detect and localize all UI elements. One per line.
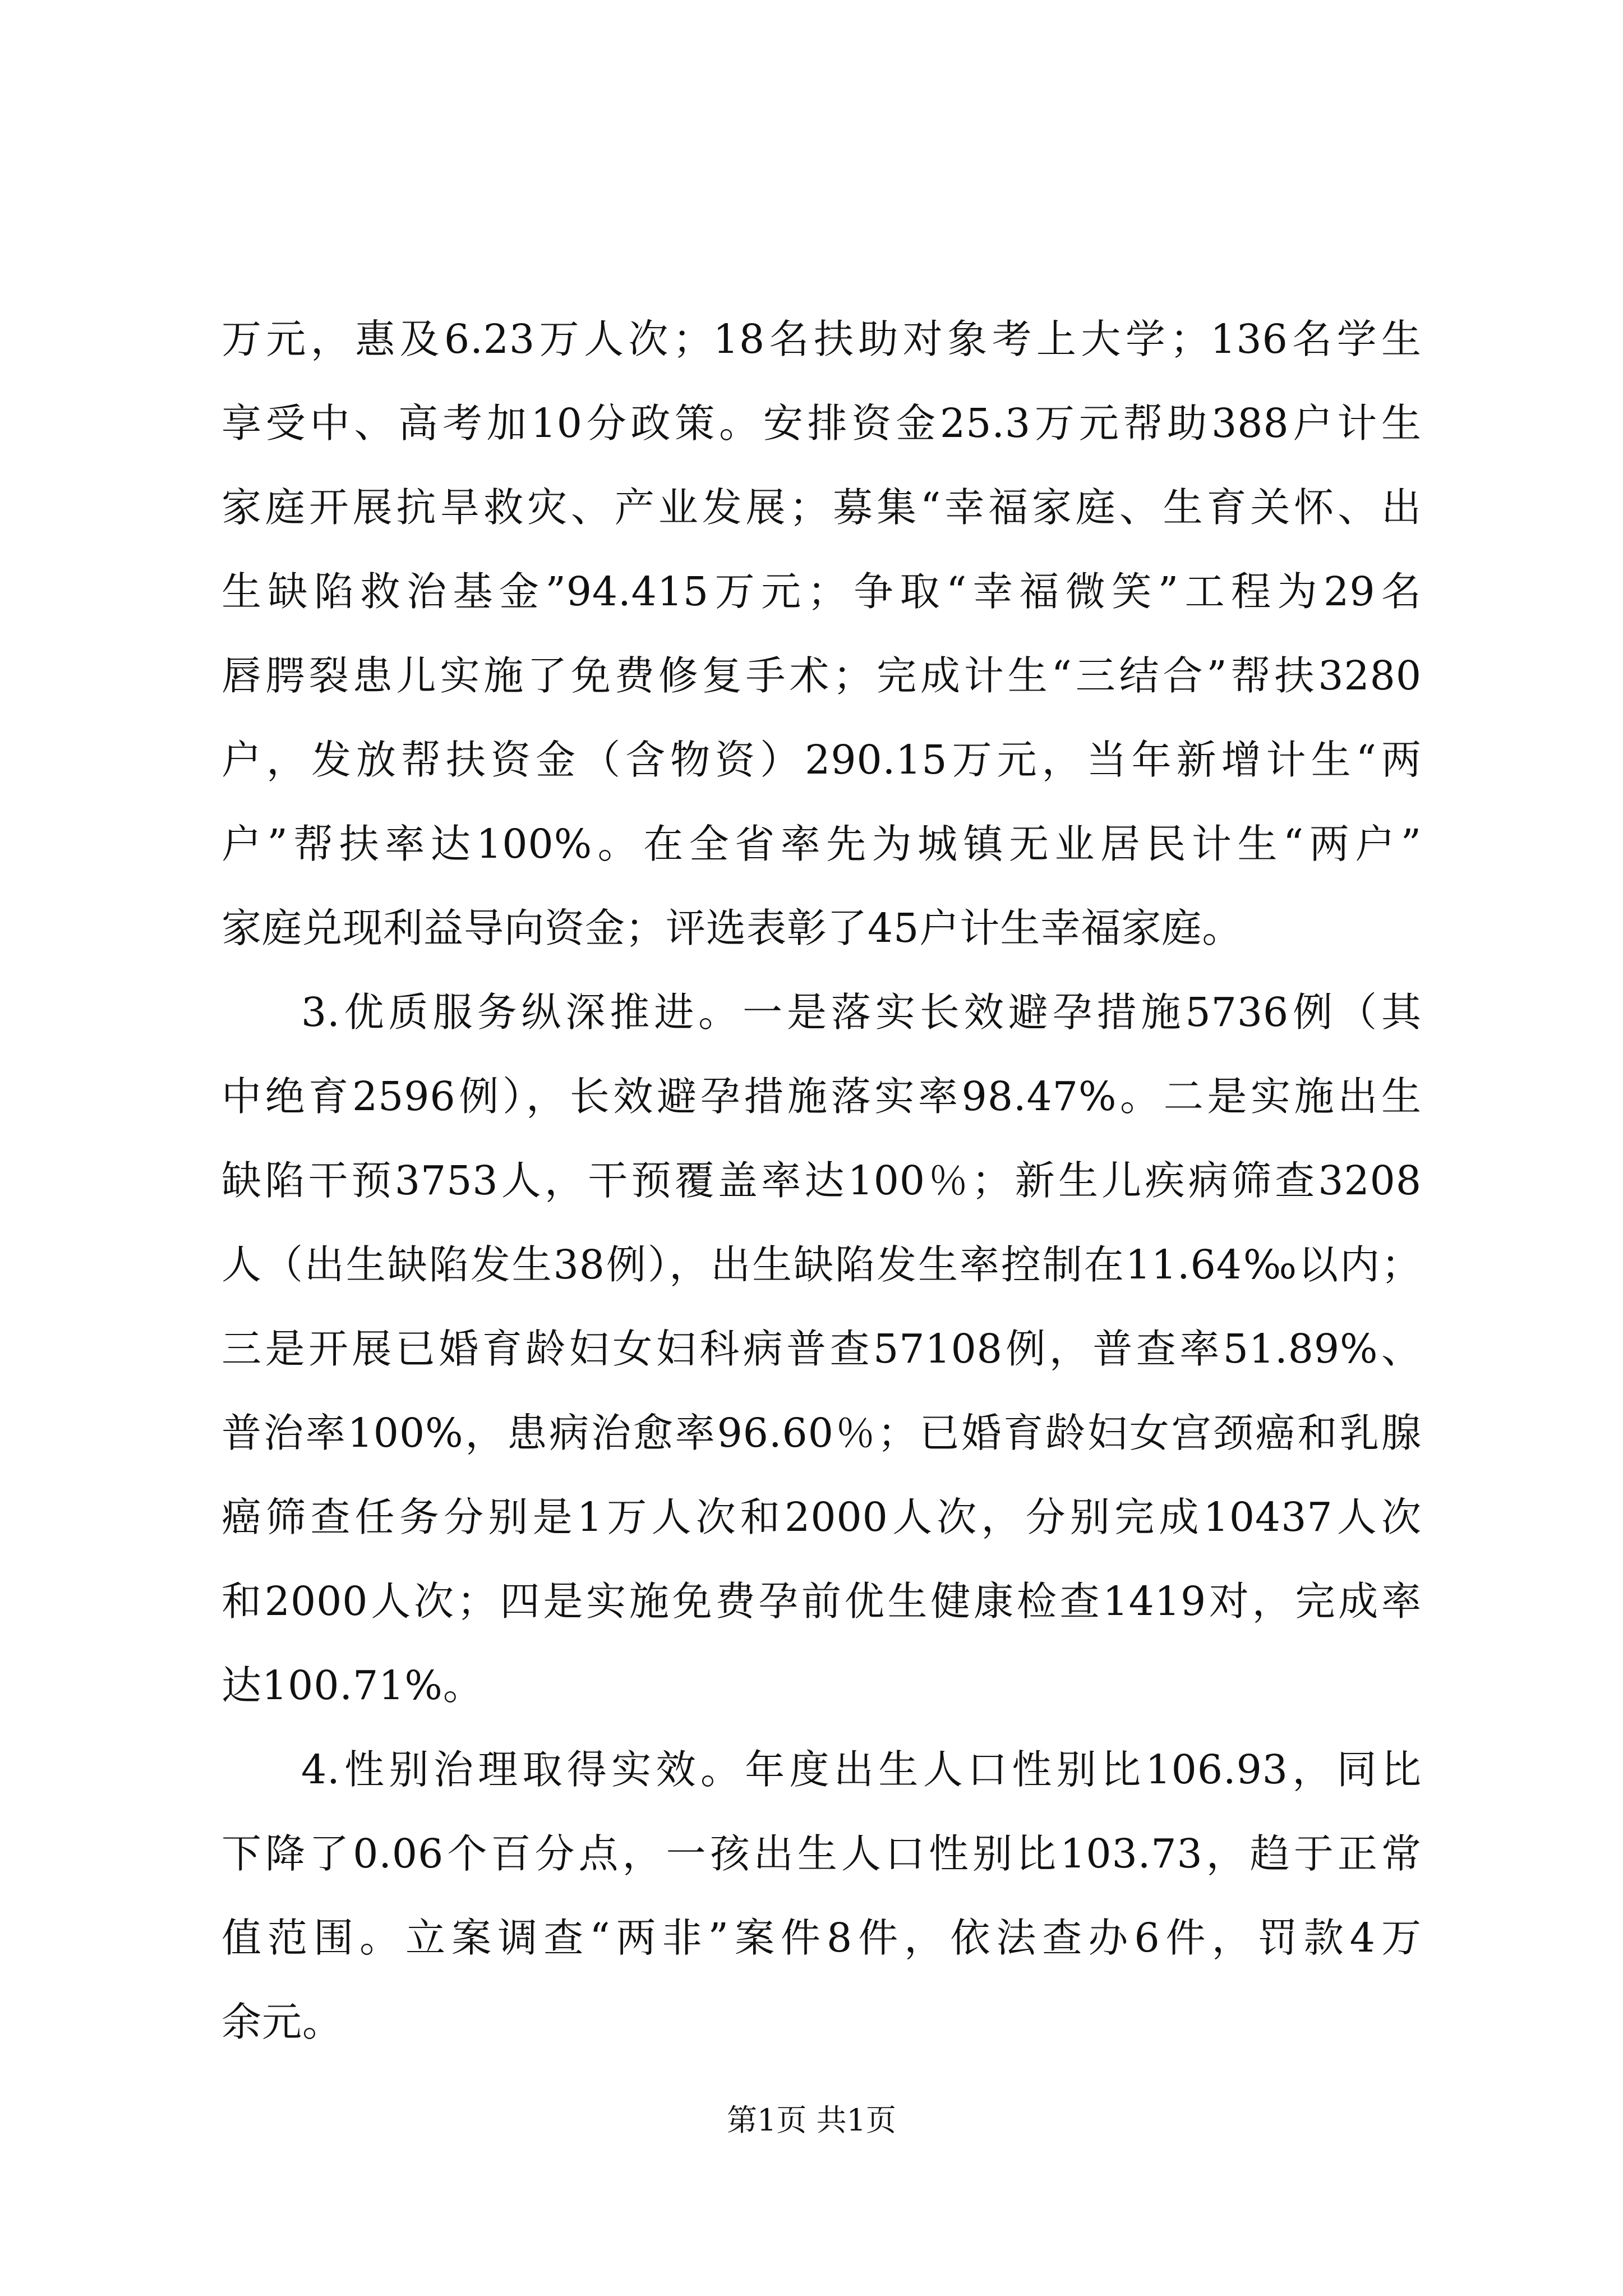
document-body bbox=[222, 297, 1422, 2064]
paragraph-line: 余元。 bbox=[222, 1999, 343, 2045]
paragraph-1 bbox=[222, 297, 1422, 970]
paragraph-line: 中绝育2596例），长效避孕措施落实率98.47%。二是实施出生 bbox=[222, 1073, 1422, 1120]
paragraph-line: 户”帮扶率达100%。在全省率先为城镇无业居民计生“两户” bbox=[222, 821, 1422, 867]
paragraph-line: 户，发放帮扶资金（含物资）290.15万元，当年新增计生“两 bbox=[222, 737, 1422, 783]
paragraph-line: 值范围。立案调查“两非”案件8件，依法查办6件，罚款4万 bbox=[222, 1915, 1422, 1961]
page-footer: 第1页 共1页 bbox=[727, 2102, 896, 2138]
paragraph-line: 生缺陷救治基金”94.415万元；争取“幸福微笑”工程为29名 bbox=[222, 568, 1422, 615]
paragraph-line: 三是开展已婚育龄妇女妇科病普查57108例，普查率51.89%、 bbox=[222, 1326, 1422, 1372]
paragraph-line: 万元，惠及6.23万人次；18名扶助对象考上大学；136名学生 bbox=[222, 316, 1422, 362]
paragraph-line: 享受中、高考加10分政策。安排资金25.3万元帮助388户计生 bbox=[222, 400, 1422, 447]
paragraph-line: 下降了0.06个百分点，一孩出生人口性别比103.73，趋于正常 bbox=[222, 1830, 1422, 1877]
paragraph-line: 4.性别治理取得实效。年度出生人口性别比106.93，同比 bbox=[301, 1746, 1422, 1793]
paragraph-line: 唇腭裂患儿实施了免费修复手术；完成计生“三结合”帮扶3280 bbox=[222, 652, 1422, 699]
paragraph-line: 癌筛查任务分别是1万人次和2000人次，分别完成10437人次 bbox=[222, 1494, 1422, 1540]
paragraph-line: 缺陷干预3753人，干预覆盖率达100％；新生儿疾病筛查3208 bbox=[222, 1157, 1422, 1204]
paragraph-3 bbox=[222, 1728, 1422, 2064]
paragraph-line: 人（出生缺陷发生38例），出生缺陷发生率控制在11.64‰以内； bbox=[222, 1241, 1422, 1288]
paragraph-line: 家庭开展抗旱救灾、产业发展；募集“幸福家庭、生育关怀、出 bbox=[222, 484, 1422, 531]
paragraph-2 bbox=[222, 970, 1422, 1728]
paragraph-line: 家庭兑现利益导向资金；评选表彰了45户计生幸福家庭。 bbox=[222, 905, 1243, 951]
paragraph-line: 普治率100%，患病治愈率96.60％；已婚育龄妇女宫颈癌和乳腺 bbox=[222, 1410, 1422, 1456]
paragraph-line: 3.优质服务纵深推进。一是落实长效避孕措施5736例（其 bbox=[301, 989, 1422, 1036]
paragraph-line: 和2000人次；四是实施免费孕前优生健康检查1419对，完成率 bbox=[222, 1578, 1422, 1625]
paragraph-line: 达100.71%。 bbox=[222, 1662, 483, 1709]
